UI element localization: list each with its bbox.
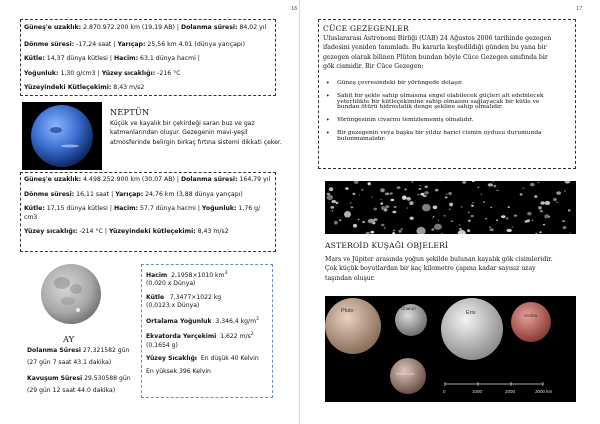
asteroid-rock [390, 199, 394, 201]
asteroid-rock [402, 196, 407, 200]
asteroid-rock [540, 201, 544, 204]
asteroid-rock [471, 204, 472, 205]
asteroid-rock [434, 224, 442, 230]
charon-label: Charon [401, 306, 416, 311]
asteroid-rock [362, 221, 365, 223]
moon-synodic-period-detail: (29 gün 12 saat 44.0 dakika) [27, 387, 116, 394]
asteroid-rock [370, 231, 374, 234]
dwarf-planets-intro: Uluslararası Astronomi Birliği (UAB) 24 Ağustos 2006 tarihinde gezegen ifadesini yeniden tanımladı. Bu kararla keşfedildiği günden bu yana bir gezegen olarak bilinen Plüton bundan böyle Cüce Gezegen sınıfında bir gök cismidir. Bir Cüce Gezegen; [323, 35, 552, 70]
asteroid-rock [451, 221, 453, 222]
planet-info-box-2 [20, 172, 276, 252]
asteroid-rock [514, 215, 517, 217]
asteroid-rock [344, 211, 351, 218]
asteroid-rock [496, 190, 498, 192]
asteroid-rock [420, 193, 424, 196]
asteroid-rock [496, 219, 498, 220]
asteroid-rock [406, 197, 411, 201]
asteroid-rock [405, 188, 407, 190]
scale-tick-label: 3000 km [535, 389, 553, 394]
asteroid-rock [350, 202, 352, 203]
neptune-description: Küçük ve kayalık bir çekirdeği saran buz ve gaz katmanlarından oluşur. Gezegenin mavi-yeşil atmosferinde belirgin birkaç fırtına sistemi dikkati çeker. [110, 120, 282, 146]
asteroid-rock [393, 231, 394, 232]
info-row: Kütle: 14,37 dünya kütlesi | Hacim: 63,1 dünya hacmi | [24, 55, 200, 63]
asteroid-rock [477, 187, 479, 188]
asteroid-rock [412, 181, 414, 182]
asteroid-rock [534, 195, 537, 198]
asteroid-rock [381, 206, 385, 210]
asteroid-rock [438, 220, 439, 221]
asteroid-rock [540, 210, 543, 212]
info-row: Yüzey sıcaklığı: -214 °C | Yüzeyindeki kütleçekimi: 8,43 m/s2 [24, 228, 229, 236]
asteroid-rock [385, 193, 389, 196]
dwarf-planets-title: CÜCE GEZEGENLER [323, 24, 409, 33]
moon-synodic-period: Kavuşum Süresi 29,530588 gün [27, 375, 131, 382]
asteroid-title: ASTEROİD KUŞAĞI OBJELERİ [325, 241, 449, 250]
asteroid-rock [459, 228, 462, 230]
info-row: Güneş'e uzaklık: 2.870.972.200 km (19,19 AB) | Dolanma süresi: 84,02 yıl [24, 24, 267, 31]
asteroid-rock [490, 207, 492, 209]
asteroid-rock [329, 187, 333, 191]
scale-tick-label: 2000 [505, 389, 516, 394]
asteroid-rock [397, 186, 401, 189]
asteroid-rock [522, 188, 524, 189]
list-item: • Yörüngesinin civarını temizlememiş olmalıdır. [323, 117, 571, 124]
asteroid-rock [525, 220, 528, 223]
asteroid-rock [433, 216, 435, 218]
asteroid-rock [471, 215, 474, 218]
asteroid-rock [398, 230, 401, 233]
asteroid-rock [334, 221, 338, 225]
asteroid-rock [331, 200, 336, 203]
asteroid-rock [530, 183, 535, 187]
planet-info-box-1 [20, 19, 276, 96]
neptune-image [22, 102, 102, 170]
asteroid-rock [445, 196, 448, 198]
asteroid-rock [392, 211, 396, 214]
asteroid-rock [353, 193, 356, 195]
asteroid-rock [394, 206, 397, 208]
eris [441, 298, 503, 360]
asteroid-rock [506, 229, 511, 232]
moon-title: AY [63, 334, 75, 344]
asteroid-rock [380, 188, 385, 192]
asteroid-rock [449, 203, 453, 207]
dwarf-planets-comparison-image [325, 296, 576, 402]
makemake [390, 358, 426, 394]
moon-image [40, 263, 102, 325]
asteroid-rock [431, 229, 434, 231]
info-row: Güneş'e uzaklık: 4.498.252.900 km (30,07 AB) | Dolanma süresi: 164,79 yıl [24, 176, 271, 183]
moon-orbit-period: Dolanma Süresi 27,321582 gün [27, 347, 130, 354]
asteroid-rock [350, 206, 353, 208]
asteroid-rock [432, 218, 433, 219]
neptune-title: NEPTÜN [110, 107, 150, 117]
asteroid-rock [418, 188, 421, 190]
asteroid-rock [538, 206, 542, 209]
asteroid-rock [508, 206, 510, 208]
asteroid-rock [461, 206, 463, 208]
asteroid-rock [361, 189, 363, 190]
list-item: • Güneş çevresindeki bir yörüngede dolaşır. [323, 80, 571, 87]
asteroid-rock [420, 185, 422, 186]
asteroid-belt-image [325, 181, 576, 234]
asteroid-rock [520, 193, 523, 195]
asteroid-rock [327, 195, 333, 200]
asteroid-rock [467, 229, 470, 232]
asteroid-rock [543, 224, 545, 226]
asteroid-rock [417, 194, 419, 196]
asteroid-rock [556, 191, 561, 194]
asteroid-rock [446, 194, 448, 195]
asteroid-rock [490, 228, 494, 231]
page-number-right: 17 [576, 6, 583, 12]
info-row: Yüzeyindeki Kütleçekimi: 8,43 m/s2 [24, 84, 145, 92]
pluto [325, 298, 381, 354]
info-row: Kütle: 17,15 dünya kütlesi | Hacim: 57,7 dünya hacmi | Yoğunluk: 1,76 g/ [24, 205, 261, 213]
asteroid-rock [544, 214, 549, 218]
scale-tick-label: 0 [443, 389, 446, 394]
asteroid-rock [538, 182, 540, 183]
asteroid-rock [353, 224, 357, 228]
asteroid-rock [330, 206, 334, 209]
asteroid-rock [409, 201, 413, 205]
list-item: • Sabit bir şekle sahip olmasına engel olabilecek güçleri alt edebilecek yeterlilikte bir kütleçekimine sahip olmasını sağlayacak bir kütle ve bundan ötürü hidrostatik denge şekline sahip olmalıdır. [323, 93, 571, 112]
asteroid-rock [545, 201, 550, 205]
asteroid-rock [407, 208, 409, 209]
asteroid-rock [435, 189, 438, 192]
asteroid-rock [380, 199, 382, 200]
asteroid-rock [381, 224, 385, 226]
asteroid-rock [368, 219, 375, 223]
asteroid-rock [527, 212, 531, 216]
asteroid-rock [459, 224, 461, 225]
page-number-left: 16 [291, 6, 298, 12]
asteroid-rock [471, 205, 474, 207]
asteroid-rock [401, 228, 403, 230]
asteroid-rock [506, 217, 509, 220]
asteroid-rock [489, 226, 491, 228]
asteroid-rock [444, 215, 446, 217]
asteroid-rock [327, 193, 331, 195]
scale-tick-label: 1000 [472, 389, 483, 394]
asteroid-rock [562, 220, 565, 222]
asteroid-rock [410, 217, 414, 220]
asteroid-rock [422, 204, 431, 211]
asteroid-description: Mars ve Jüpiter arasında yoğun şekilde bulunan kayalık gök cisimleridir. Çok küçük boyutlardan bir kaç kilometre çapına kadar sayısız uzay taşından oluşur. [325, 256, 553, 282]
moon-info-box: Hacim 2,1958×1010 $km^3$ (0,020 x Dünya) Kütle 7,3477×1022 kg (0,0123 x Dünya) Ortalama Yoğunluk 3.346,4 $kg/m^3$ Ekvatorda Yerçekimi 1,622 $m/s^2$ (0,1654 g) Yüzey Sıcaklığı En düşük 40 Kelvin En yüksek 396 Kelvin [141, 264, 273, 398]
asteroid-rock [390, 192, 393, 195]
asteroid-rock [468, 212, 470, 213]
asteroid-rock [448, 192, 452, 195]
asteroid-rock [380, 202, 383, 205]
asteroid-rock [485, 218, 487, 220]
asteroid-rock [512, 226, 514, 227]
asteroid-rock [393, 230, 395, 231]
asteroid-rock [539, 231, 541, 233]
list-item: • Bir gezegenin veya başka bir yıldız harici cismin uydusu durumunda bulunmamalıdır. [323, 130, 571, 143]
asteroid-rock [481, 194, 482, 195]
info-row: Dönme süresi: -17,24 saat | Yarıçap: 25,56 km 4.01 (dünya yarıçapı) [24, 40, 245, 48]
asteroid-rock [563, 226, 567, 229]
asteroid-rock [339, 219, 341, 221]
charon [395, 304, 427, 336]
page-gutter [299, 0, 300, 424]
asteroid-rock [468, 220, 470, 222]
asteroid-rock [359, 194, 360, 195]
asteroid-rock [332, 210, 334, 211]
asteroid-rock [462, 181, 466, 184]
makemake-label: Makemake [396, 372, 415, 376]
asteroid-rock [345, 188, 347, 189]
asteroid-rock [564, 190, 566, 191]
pluto-label: Pluto [341, 308, 354, 314]
asteroid-rock [424, 191, 428, 194]
asteroid-rock [501, 215, 506, 218]
asteroid-rock [368, 182, 371, 185]
asteroid-rock [569, 233, 571, 234]
asteroid-rock [385, 205, 389, 208]
dwarf-planet-criteria [323, 80, 571, 143]
moon-orbit-period-detail: (27 gün 7 saat 43.1 dakika) [27, 359, 112, 366]
asteroid-rock [371, 197, 373, 198]
info-row: Yoğunluk: 1,30 g/cm3 | Yüzey sıcaklığı: -216 °C [24, 69, 181, 77]
asteroid-rock [488, 183, 493, 186]
asteroid-rock [483, 201, 485, 203]
dwarf-planets-box [318, 19, 576, 169]
asteroid-rock [358, 219, 360, 220]
asteroid-rock [556, 202, 558, 203]
asteroid-rock [472, 202, 473, 203]
asteroid-rock [568, 209, 571, 211]
asteroid-rock [384, 227, 386, 229]
asteroid-rock [425, 185, 428, 188]
asteroid-rock [553, 198, 557, 201]
asteroid-rock [493, 185, 496, 188]
eris-label: Eris [466, 310, 476, 316]
info-row: Dönme süresi: 16,11 saat | Yarıçap: 24,76 km (3,88 dünya yarıçapı) [24, 190, 243, 198]
asteroid-rock [433, 206, 438, 210]
sedna-label: Sedna [524, 313, 538, 318]
asteroid-rock [532, 220, 534, 221]
sedna [511, 302, 551, 342]
asteroid-rock [373, 208, 377, 211]
asteroid-rock [449, 209, 450, 210]
info-row: cm3 [24, 213, 38, 221]
